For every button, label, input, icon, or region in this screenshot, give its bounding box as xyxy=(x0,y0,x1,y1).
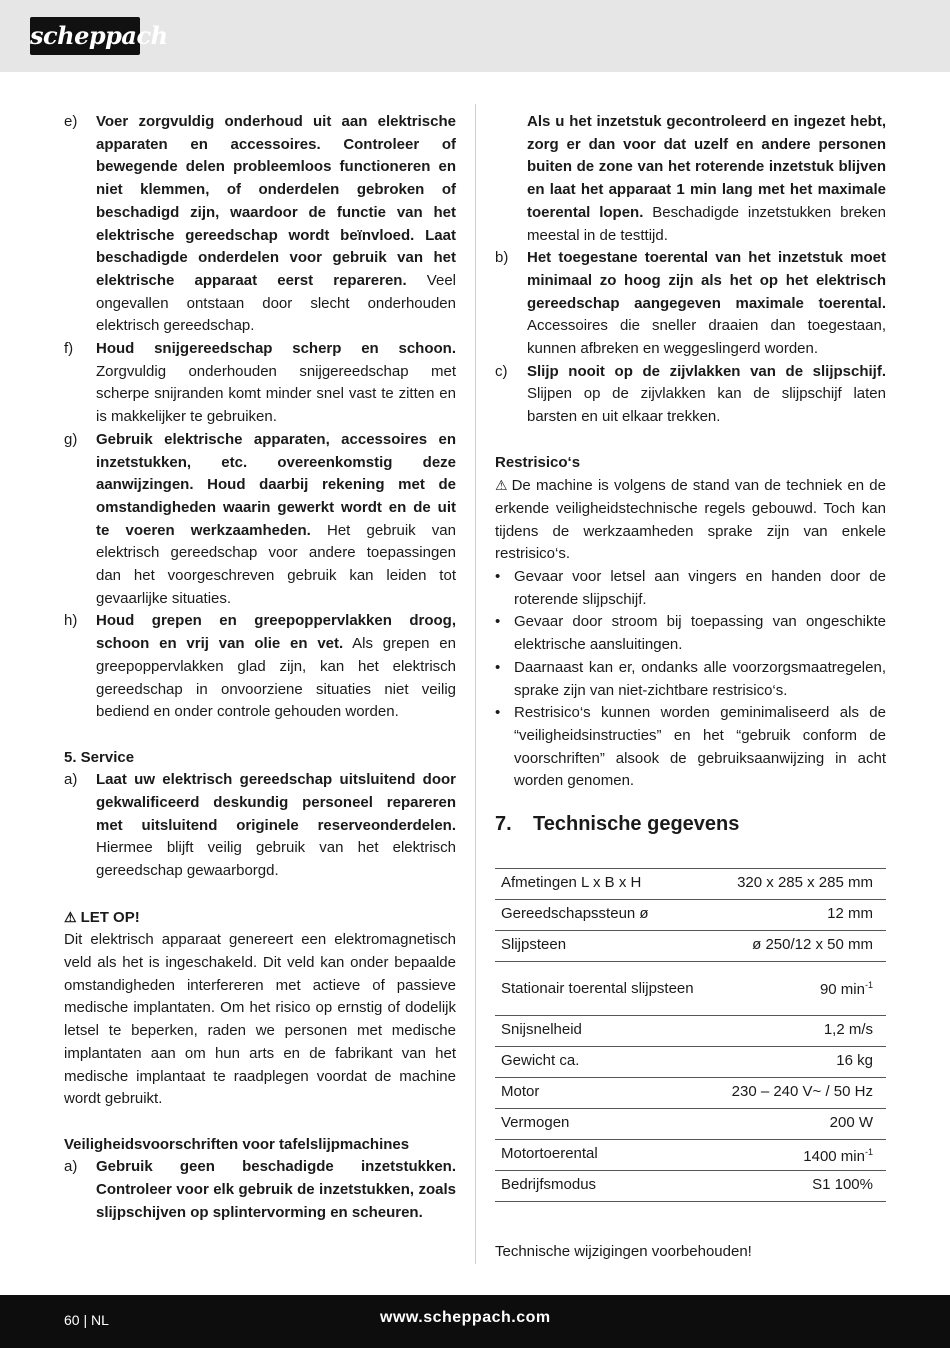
item-label: b) xyxy=(495,249,509,267)
letop-paragraph: Dit elektrisch apparaat genereert een elektromagnetisch veld als het is ingeschakeld. Dit veld kan onder bepaalde omstandigheden interfereren met actieve of passieve medische implantaten. Om het risico op ernstig of dodelijk letsel te beperken, raden we personen met medische implantaten aan om hun arts en de fabrikant van het medische implantaat te raadplegen voordat de machine wordt gebruikt. xyxy=(64,931,456,1108)
item-text: Slijpen op de zijvlakken kan de slijpschijf laten barsten en uit elkaar trekken. xyxy=(527,385,886,426)
item-bold-text: Houd grepen en greepoppervlakken droog, schoon en vrij van olie en vet. xyxy=(96,612,456,653)
list-item-h xyxy=(64,610,456,724)
section-title: Technische gegevens xyxy=(533,813,740,836)
item-bold-text: Gebruik elektrische apparaten, accessoires en inzetstukken, etc. overeenkomstig deze aanwijzingen. Houd daarbij rekening met de omstandigheden waarin gewerkt wordt en de uit te voeren werkzaamheden. xyxy=(96,430,456,539)
right-column xyxy=(495,111,886,1202)
item-label: a) xyxy=(64,1158,78,1176)
item-label: h) xyxy=(64,612,78,630)
list-item: • Restrisico‘s kunnen worden geminimaliseerd als de “veiligheidsinstructies” en het “gebruik conform de voorschriften” alsook de gebruiksaanwijzing in acht worden genomen. xyxy=(495,704,886,790)
risk-list xyxy=(495,566,886,793)
page-header xyxy=(0,0,950,72)
table-row: Motortoerental 1400 $\min^{-1}$ xyxy=(495,1139,886,1170)
item-bold-text: Slijp nooit op de zijvlakken van de slijpschijf. xyxy=(527,362,886,380)
letop-heading-row xyxy=(64,906,456,930)
spec-table xyxy=(495,868,886,1202)
item-text: Het gebruik van elektrisch gereedschap voor andere toepassingen dan het voorgeschreven gebruik kan leiden tot gevaarlijke situaties. xyxy=(96,521,456,607)
list-item-service-a xyxy=(64,769,456,883)
scheppach-logo: scheppach xyxy=(30,17,140,55)
table-row: Vermogen 200 W xyxy=(495,1108,886,1139)
residual-risk-intro: ⚠ De machine is volgens de stand van de techniek en de erkende veiligheidstechnische regels gebouwd. Toch kan tijdens de werkzaamheden sprake zijn van enkele restrisico‘s. xyxy=(495,474,886,566)
warning-triangle-icon: ⚠ xyxy=(64,908,77,925)
item-bold-text: Gebruik geen beschadigde inzetstukken. Controleer voor elk gebruik de inzetstukken, zoals slijpschijven op splintervorming en scheuren. xyxy=(96,1158,456,1221)
item-label: a) xyxy=(64,771,78,789)
item-text: Veel ongevallen ontstaan door slecht onderhouden elektrisch gereedschap. xyxy=(96,271,456,335)
list-item-a-continued xyxy=(495,111,886,247)
section-number: 7. xyxy=(495,813,512,836)
service-heading: 5. Service xyxy=(64,748,135,766)
item-text: Beschadigde inzetstukken breken meestal in de testtijd. xyxy=(527,203,886,244)
table-row: Gewicht ca. 16 kg xyxy=(495,1046,886,1077)
table-row: Gereedschapssteun ø 12 mm xyxy=(495,899,886,930)
list-item-c xyxy=(495,361,886,429)
website-link[interactable]: www.scheppach.com xyxy=(380,1309,551,1326)
list-item: • Gevaar voor letsel aan vingers en handen door de roterende slijpschijf. xyxy=(495,568,886,608)
warning-triangle-icon: ⚠ xyxy=(495,477,508,494)
item-label: e) xyxy=(64,113,78,130)
item-label: g) xyxy=(64,430,78,448)
list-item: • Gevaar door stroom bij toepassing van ongeschikte elektrische aansluitingen. xyxy=(495,613,886,654)
table-row: Bedrijfsmodus S1 100% xyxy=(495,1170,886,1201)
item-text: Accessoires die sneller draaien dan toegestaan, kunnen afbreken en weggeslingerd worden. xyxy=(527,317,886,358)
residual-risk-heading: Restrisico‘s xyxy=(495,453,581,471)
item-bold-text: Het toegestane toerental van het inzetstuk moet minimaal zo hoog zijn als het op het elektrisch gereedschap aangegeven maximale toerental. xyxy=(527,249,886,312)
item-bold-text: Voer zorgvuldig onderhoud uit aan elektrische apparaten en accessoires. Controleer of bewegende delen probleemloos functioneren en niet klemmen, of onderdelen gebroken of beschadigd zijn, waardoor de functie van het elektrische gereedschap wordt beïnvloed. Laat beschadigde onderdelen voor gebruik van het elektrische apparaat eerst repareren. xyxy=(96,113,456,289)
tech-data-heading xyxy=(495,813,886,836)
item-bold-text: Houd snijgereedschap scherp en schoon. xyxy=(96,340,456,358)
tech-note: Technische wijzigingen voorbehouden! xyxy=(495,1243,752,1260)
table-row: Snijsnelheid 1,2 m/s xyxy=(495,1015,886,1046)
page-number: 60 | NL xyxy=(64,1312,109,1328)
item-bold-text: Laat uw elektrisch gereedschap uitsluitend door gekwalificeerd deskundig personeel repareren met uitsluitend originele reserveonderdelen. xyxy=(96,771,456,834)
list-item: • Daarnaast kan er, ondanks alle voorzorgsmaatregelen, sprake zijn van niet-zichtbare restrisico‘s. xyxy=(495,658,886,699)
left-column xyxy=(64,111,456,1224)
list-item-f xyxy=(64,338,456,429)
letop-heading: LET OP! xyxy=(80,908,140,926)
item-bold-text: Als u het inzetstuk gecontroleerd en ingezet hebt, zorg er dan voor dat uzelf en andere personen buiten de zone van het roterende inzetstuk blijven en laat het apparaat 1 min lang met het maximale toerental lopen. xyxy=(527,113,886,221)
item-label: c) xyxy=(495,362,508,380)
table-row: Stationair toerental slijpsteen 90 $\min^{-1}$ xyxy=(495,961,886,1015)
list-item-e xyxy=(64,111,456,338)
item-text: Zorgvuldig onderhouden snijgereedschap met scherpe snijranden komt minder snel vast te zitten en is makkelijker te gebruiken. xyxy=(96,362,456,426)
item-text: Hiermee blijft veilig gebruik van het elektrisch gereedschap gewaarborgd. xyxy=(96,839,456,880)
list-item-safety-a xyxy=(64,1156,456,1224)
item-text: Als grepen en greepoppervlakken glad zijn, kan het elektrisch gereedschap in onvoorziene situaties niet veilig bediend en onder controle gehouden worden. xyxy=(96,635,456,721)
safety-heading: Veiligheidsvoorschriften voor tafelslijpmachines xyxy=(64,1135,410,1153)
list-item-b xyxy=(495,247,886,361)
item-label: f) xyxy=(64,340,74,358)
table-row: Motor 230 – 240 V~ / 50 Hz xyxy=(495,1077,886,1108)
column-divider xyxy=(475,104,476,1264)
table-row: Afmetingen L x B x H 320 x 285 x 285 mm xyxy=(495,868,886,899)
page-footer xyxy=(0,1295,950,1348)
list-item-g xyxy=(64,429,456,611)
table-row: Slijpsteen ø 250/12 x 50 mm xyxy=(495,930,886,961)
